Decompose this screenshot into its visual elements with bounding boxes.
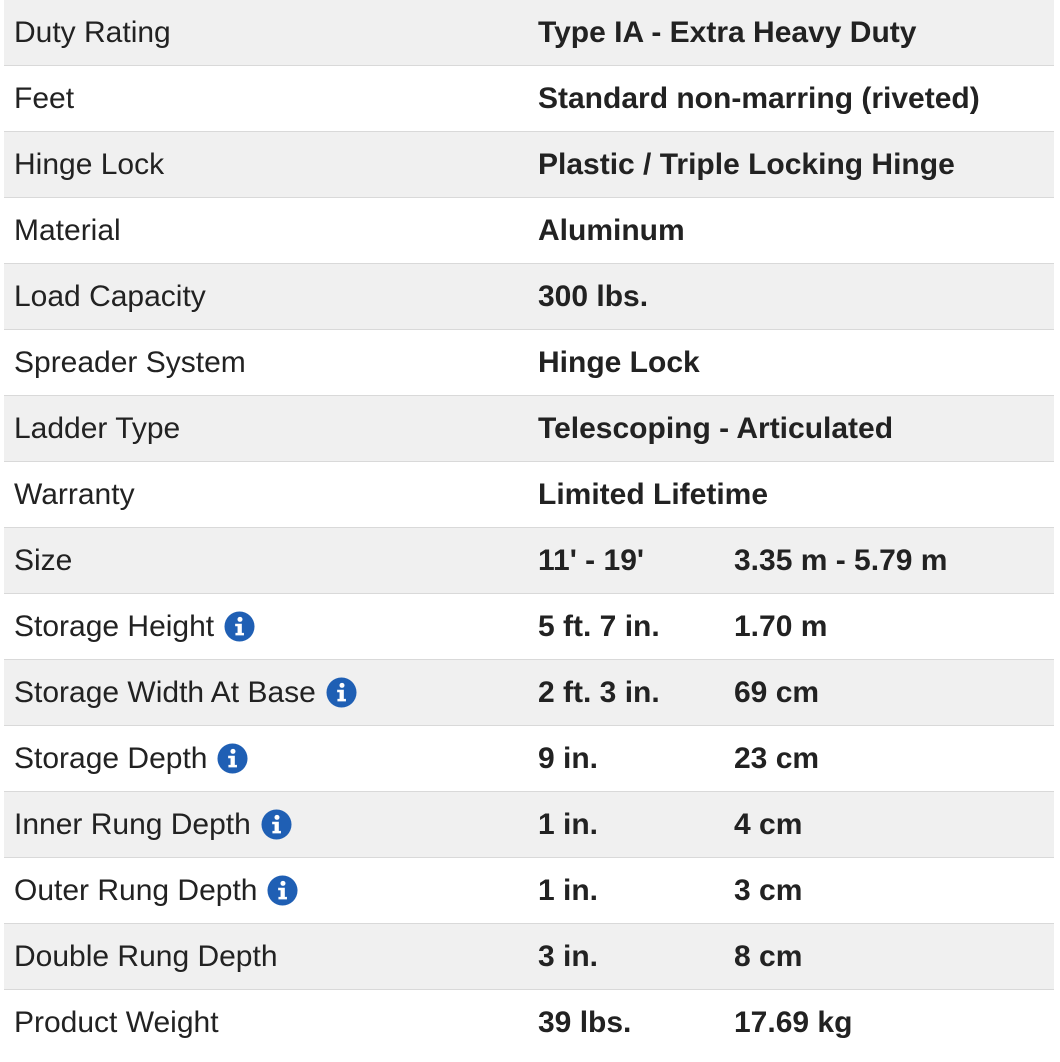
spec-table [4,0,1054,1056]
spec-row-storage-height [4,594,1054,660]
spec-value: Aluminum [538,213,685,247]
spec-value-imperial: 11' - 19' [538,543,645,577]
spec-row-size [4,528,1054,594]
spec-value-metric: 8 cm [734,939,803,973]
spec-label: Ladder Type [14,411,181,445]
spec-label: Size [14,543,73,577]
spec-label: Feet [14,81,75,115]
spec-label: Outer Rung Depth [14,873,258,907]
spec-row-material [4,198,1054,264]
spec-row-outer-rung-depth [4,858,1054,924]
info-icon[interactable] [267,875,298,906]
info-icon[interactable] [261,809,292,840]
spec-value-imperial: 2 ft. 3 in. [538,675,660,709]
spec-label: Product Weight [14,1006,219,1039]
spec-row-warranty [4,462,1054,528]
spec-label: Warranty [14,477,135,511]
spec-value-metric: 3 cm [734,873,803,907]
spec-value-imperial: 1 in. [538,873,599,907]
spec-value-metric: 69 cm [734,675,820,709]
spec-value: Telescoping - Articulated [538,411,894,445]
info-icon[interactable] [217,743,248,774]
spec-label: Material [14,213,121,247]
spec-row-double-rung-depth [4,924,1054,990]
spec-row-duty-rating [4,0,1054,66]
spec-value: 300 lbs. [538,279,649,313]
spec-value-metric: 3.35 m - 5.79 m [734,543,948,577]
spec-value: Limited Lifetime [538,477,769,511]
spec-value: Type IA - Extra Heavy Duty [538,15,917,49]
spec-row-ladder-type [4,396,1054,462]
spec-value: Standard non-marring (riveted) [538,81,980,115]
spec-value-metric: 4 cm [734,807,803,841]
spec-label: Hinge Lock [14,147,165,181]
spec-label-group [14,660,357,725]
spec-label: Spreader System [14,345,246,379]
spec-label-group [14,858,298,923]
spec-row-storage-width [4,660,1054,726]
spec-label-group [14,726,248,791]
spec-value-imperial: 39 lbs. [538,1006,632,1039]
spec-row-load-capacity [4,264,1054,330]
spec-label: Storage Depth [14,741,208,775]
spec-value-imperial: 9 in. [538,741,599,775]
spec-value-imperial: 1 in. [538,807,599,841]
spec-value-metric: 1.70 m [734,609,828,643]
spec-row-feet [4,66,1054,132]
spec-value-imperial: 5 ft. 7 in. [538,609,660,643]
spec-label: Storage Height [14,609,215,643]
spec-value-metric: 23 cm [734,741,820,775]
info-icon[interactable] [224,611,255,642]
spec-label: Double Rung Depth [14,939,278,973]
spec-value-metric: 17.69 kg [734,1006,853,1039]
spec-row-spreader-system [4,330,1054,396]
spec-label: Load Capacity [14,279,206,313]
spec-row-product-weight [4,990,1054,1056]
spec-value: Plastic / Triple Locking Hinge [538,147,955,181]
spec-value: Hinge Lock [538,345,700,379]
spec-label: Storage Width At Base [14,675,316,709]
spec-label: Duty Rating [14,15,171,49]
spec-label-group [14,792,292,857]
spec-row-inner-rung-depth [4,792,1054,858]
info-icon[interactable] [326,677,357,708]
spec-value-imperial: 3 in. [538,939,599,973]
spec-row-hinge-lock [4,132,1054,198]
spec-label-group [14,594,255,659]
spec-label: Inner Rung Depth [14,807,251,841]
spec-row-storage-depth [4,726,1054,792]
